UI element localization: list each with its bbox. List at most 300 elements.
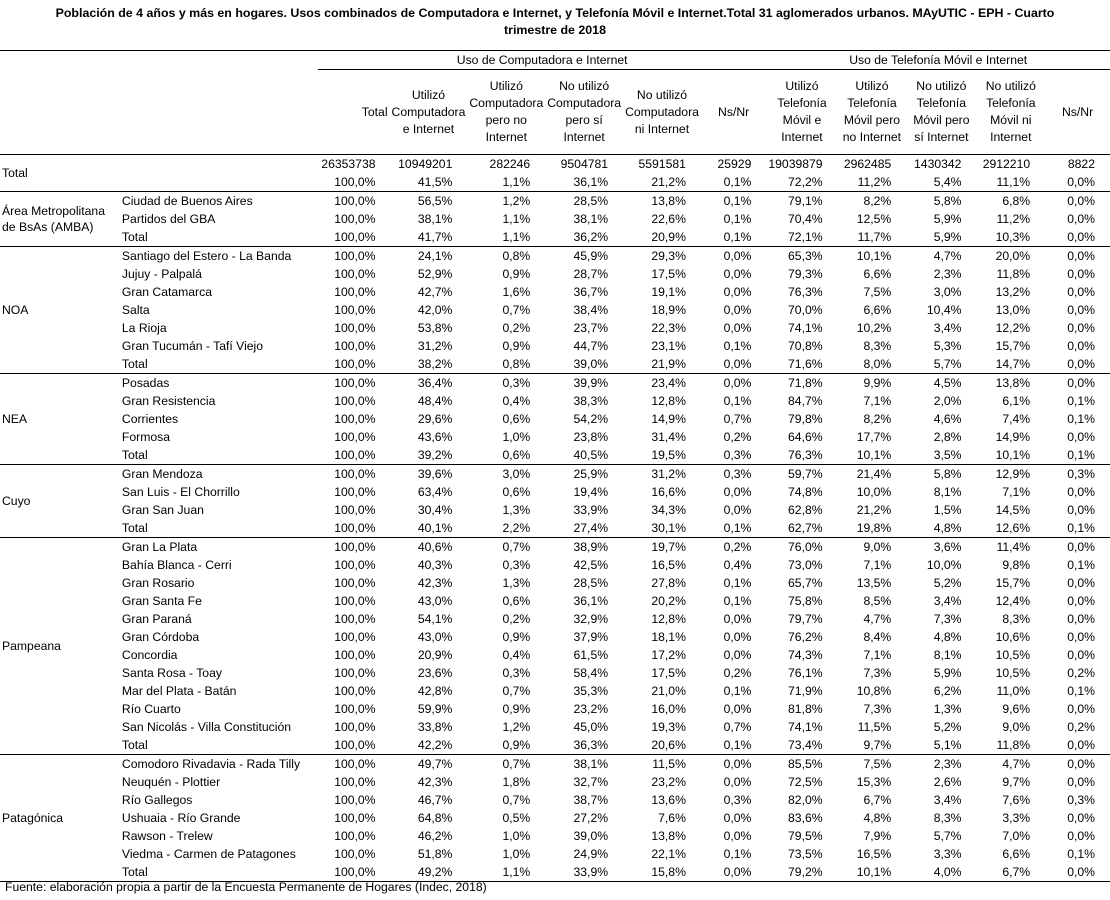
table-cell: 14,9%	[995, 430, 1031, 444]
table-cell: 0,1%	[723, 847, 752, 861]
table-cell: 72,1%	[788, 230, 823, 244]
table-cell: 10,6%	[995, 630, 1031, 644]
table-cell: 11,0%	[996, 684, 1031, 698]
table-cell: 0,9%	[502, 267, 531, 281]
table-cell: 14,9%	[651, 412, 686, 426]
table-cell: 74,1%	[788, 321, 823, 335]
table-cell: 20,2%	[651, 594, 686, 608]
table-cell: 23,7%	[573, 321, 609, 335]
table-cell: 65,7%	[788, 576, 823, 590]
table-cell: 76,2%	[788, 630, 823, 644]
table-cell: 100,0%	[334, 230, 376, 244]
table-cell: 12,8%	[651, 612, 686, 626]
table-cell: 39,6%	[417, 467, 453, 481]
table-cell: 12,8%	[651, 394, 686, 408]
table-cell: 0,9%	[502, 738, 531, 752]
agglomerate-label: Salta	[121, 303, 150, 317]
table-row	[0, 791, 1110, 809]
table-cell: 8,3%	[933, 811, 962, 825]
table-cell: 0,7%	[723, 412, 752, 426]
table-cell: 0,0%	[1067, 811, 1095, 825]
agglomerate-label: Gran Tucumán - Tafí Viejo	[121, 339, 264, 353]
table-cell: 100,0%	[334, 702, 376, 716]
table-cell: 76,0%	[788, 540, 823, 554]
table-row	[0, 736, 1110, 755]
table-cell: 40,5%	[573, 448, 609, 462]
table-cell: 8,3%	[863, 339, 892, 353]
table-row	[0, 538, 1110, 557]
table-cell: 64,8%	[417, 811, 453, 825]
table-row	[0, 773, 1110, 791]
table-cell: 38,1%	[573, 757, 609, 771]
agglomerate-label: Total	[121, 738, 148, 752]
table-cell: 38,4%	[573, 303, 609, 317]
table-cell: 4,8%	[933, 521, 962, 535]
table-cell: 0,1%	[723, 738, 752, 752]
table-cell: 59,9%	[417, 702, 453, 716]
region-label: Área Metropolitana de BsAs (AMBA)	[2, 204, 105, 234]
table-cell: 0,3%	[502, 558, 531, 572]
column-header: Ns/Nr	[1061, 104, 1094, 119]
table-cell: 10,1%	[856, 865, 892, 879]
table-cell: 52,9%	[417, 267, 453, 281]
table-cell: 1,1%	[502, 230, 531, 244]
table-cell: 100,0%	[334, 285, 376, 299]
table-cell: 11,7%	[857, 230, 892, 244]
table-cell: 1,0%	[502, 847, 531, 861]
table-cell: 10,0%	[926, 558, 962, 572]
table-cell: 20,6%	[651, 738, 686, 752]
table-cell: 20,9%	[651, 230, 686, 244]
agglomerate-label: Neuquén - Plottier	[121, 775, 221, 789]
table-cell: 0,0%	[723, 811, 752, 825]
table-cell: 0,0%	[723, 503, 752, 517]
table-cell: 39,0%	[573, 357, 609, 371]
table-cell: 21,2%	[856, 503, 892, 517]
table-cell: 5,9%	[933, 666, 962, 680]
table-cell: 53,8%	[417, 321, 453, 335]
table-cell: 0,0%	[723, 249, 752, 263]
region-label: Pampeana	[2, 639, 61, 653]
table-cell: 100,0%	[334, 412, 376, 426]
table-cell: 5,7%	[933, 829, 962, 843]
table-cell: 19,8%	[856, 521, 892, 535]
table-cell: 2912210	[982, 157, 1031, 171]
agglomerate-label: Gran Santa Fe	[121, 594, 202, 608]
table-cell: 36,1%	[573, 594, 609, 608]
table-cell: 22,3%	[651, 321, 686, 335]
column-header: Total	[361, 104, 388, 119]
table-cell: 0,3%	[723, 448, 752, 462]
table-cell: 7,5%	[863, 285, 892, 299]
table-cell: 0,0%	[1067, 357, 1095, 371]
table-cell: 100,0%	[334, 212, 376, 226]
table-cell: 34,3%	[651, 503, 686, 517]
table-cell: 0,4%	[723, 558, 752, 572]
table-cell: 100,0%	[334, 666, 376, 680]
table-cell: 0,3%	[1067, 467, 1095, 481]
table-cell: 7,9%	[863, 829, 892, 843]
table-cell: 0,0%	[1067, 321, 1095, 335]
table-cell: 0,0%	[1067, 702, 1095, 716]
table-cell: 3,4%	[933, 321, 962, 335]
table-cell: 38,1%	[417, 212, 453, 226]
table-cell: 10,8%	[856, 684, 892, 698]
table-cell: 0,1%	[1067, 847, 1095, 861]
table-cell: 23,2%	[573, 702, 609, 716]
table-cell: 0,0%	[723, 630, 752, 644]
table-cell: 0,1%	[723, 521, 752, 535]
table-row	[0, 592, 1110, 610]
table-cell: 7,5%	[863, 757, 892, 771]
table-cell: 23,1%	[651, 339, 686, 353]
table-cell: 5,4%	[933, 175, 962, 189]
agglomerate-label: Posadas	[121, 376, 170, 390]
table-cell: 74,3%	[788, 648, 823, 662]
agglomerate-label: Gran La Plata	[121, 540, 198, 554]
table-cell: 79,2%	[788, 865, 823, 879]
table-cell: 1,2%	[502, 194, 531, 208]
table-cell: 2,2%	[502, 521, 531, 535]
table-cell: 38,7%	[573, 793, 609, 807]
table-cell: 5,9%	[933, 230, 962, 244]
table-cell: 100,0%	[334, 376, 376, 390]
agglomerate-label: Santiago del Estero - La Banda	[121, 249, 292, 263]
table-cell: 24,1%	[417, 249, 453, 263]
table-row	[0, 501, 1110, 519]
table-cell: 5,2%	[933, 720, 962, 734]
table-cell: 74,1%	[788, 720, 823, 734]
table-cell: 1,3%	[933, 702, 962, 716]
table-cell: 0,0%	[1067, 503, 1095, 517]
table-cell: 100,0%	[334, 267, 376, 281]
table-row	[0, 610, 1110, 628]
table-cell: 10949201	[398, 157, 453, 171]
table-row	[0, 228, 1110, 247]
table-cell: 13,8%	[651, 194, 686, 208]
table-cell: 10,4%	[926, 303, 962, 317]
table-cell: 19,3%	[651, 720, 686, 734]
table-cell: 18,1%	[651, 630, 686, 644]
table-cell: 79,8%	[788, 412, 823, 426]
table-cell: 0,2%	[502, 321, 531, 335]
agglomerate-label: Viedma - Carmen de Patagones	[121, 847, 296, 861]
table-cell: 0,0%	[1067, 865, 1095, 879]
table-cell: 9,0%	[863, 540, 892, 554]
table-cell: 0,9%	[502, 702, 531, 716]
table-cell: 16,0%	[651, 702, 686, 716]
table-cell: 10,0%	[856, 485, 892, 499]
table-cell: 0,6%	[502, 485, 531, 499]
table-cell: 0,0%	[1067, 249, 1095, 263]
table-row	[0, 863, 1110, 882]
table-cell: 15,7%	[995, 339, 1031, 353]
table-cell: 82,0%	[788, 793, 823, 807]
table-cell: 100,0%	[334, 684, 376, 698]
table-cell: 100,0%	[334, 194, 376, 208]
agglomerate-label: San Nicolás - Villa Constitución	[121, 720, 292, 734]
table-cell: 7,1%	[863, 558, 892, 572]
table-cell: 0,2%	[723, 540, 752, 554]
table-cell: 0,0%	[723, 267, 752, 281]
table-cell: 5,1%	[933, 738, 962, 752]
table-cell: 100,0%	[334, 467, 376, 481]
table-cell: 100,0%	[334, 485, 376, 499]
column-header: Ns/Nr	[718, 104, 750, 119]
table-row	[0, 247, 1110, 266]
agglomerate-label: Total	[121, 448, 148, 462]
table-cell: 0,1%	[723, 594, 752, 608]
agglomerate-label: Total	[121, 230, 148, 244]
table-row	[0, 210, 1110, 228]
table-cell: 9,7%	[863, 738, 892, 752]
table-cell: 1,3%	[502, 576, 531, 590]
table-cell: 7,6%	[1002, 793, 1031, 807]
table-cell: 100,0%	[334, 558, 376, 572]
table-cell: 100,0%	[334, 865, 376, 879]
table-cell: 6,2%	[933, 684, 962, 698]
table-cell: 9,0%	[1002, 720, 1031, 734]
table-cell: 2,3%	[933, 757, 962, 771]
table-cell: 0,2%	[723, 666, 752, 680]
table-cell: 0,0%	[1067, 485, 1095, 499]
table-cell: 8822	[1067, 157, 1095, 171]
table-title	[0, 5, 1110, 39]
table-cell: 28,5%	[573, 194, 609, 208]
table-cell: 1,0%	[502, 829, 531, 843]
table-cell: 3,4%	[933, 594, 962, 608]
table-cell: 49,2%	[417, 865, 453, 879]
table-cell: 0,8%	[502, 249, 531, 263]
table-cell: 0,9%	[502, 339, 531, 353]
table-cell: 0,1%	[1067, 448, 1095, 462]
table-row	[0, 845, 1110, 863]
table-cell: 31,4%	[651, 430, 686, 444]
table-cell: 11,1%	[996, 175, 1031, 189]
table-cell: 0,0%	[723, 702, 752, 716]
table-cell: 23,4%	[651, 376, 686, 390]
table-row	[0, 755, 1110, 774]
table-row	[0, 428, 1110, 446]
table-cell: 75,8%	[788, 594, 823, 608]
agglomerate-label: Partidos del GBA	[121, 212, 216, 226]
table-cell: 27,8%	[651, 576, 686, 590]
table-cell: 40,1%	[417, 521, 453, 535]
table-cell: 13,6%	[651, 793, 686, 807]
table-cell: 0,7%	[502, 684, 531, 698]
table-cell: 72,2%	[788, 175, 823, 189]
table-cell: 6,6%	[1002, 847, 1031, 861]
table-cell: 45,0%	[573, 720, 609, 734]
table-cell: 100,0%	[334, 829, 376, 843]
agglomerate-label: San Luis - El Chorrillo	[121, 485, 240, 499]
table-row	[0, 192, 1110, 211]
table-cell: 7,3%	[933, 612, 962, 626]
table-cell: 21,0%	[651, 684, 686, 698]
table-cell: 0,0%	[1067, 594, 1095, 608]
table-cell: 43,0%	[417, 630, 453, 644]
title-line-2: trimestre de 2018	[504, 23, 606, 37]
table-cell: 0,2%	[502, 612, 531, 626]
table-cell: 0,0%	[1067, 339, 1095, 353]
table-row	[0, 519, 1110, 538]
column-header: Utilizó Computadora pero no Internet	[469, 79, 544, 144]
table-cell: 71,6%	[788, 357, 823, 371]
table-cell: 11,4%	[996, 540, 1031, 554]
table-cell: 5,8%	[933, 194, 962, 208]
table-cell: 40,3%	[417, 558, 453, 572]
agglomerate-label: Formosa	[121, 430, 170, 444]
table-cell: 1,2%	[502, 720, 531, 734]
table-cell: 26353738	[321, 157, 376, 171]
table-cell: 43,6%	[417, 430, 453, 444]
table-cell: 28,7%	[573, 267, 609, 281]
table-cell: 2962485	[843, 157, 892, 171]
table-cell: 17,7%	[856, 430, 892, 444]
table-cell: 0,7%	[723, 720, 752, 734]
table-cell: 73,5%	[788, 847, 823, 861]
table-cell: 70,4%	[788, 212, 823, 226]
table-cell: 0,3%	[502, 376, 531, 390]
table-cell: 10,1%	[995, 448, 1031, 462]
table-cell: 8,0%	[863, 357, 892, 371]
agglomerate-label: Río Cuarto	[121, 702, 181, 716]
table-cell: 70,8%	[788, 339, 823, 353]
table-cell: 9,6%	[1002, 702, 1031, 716]
table-cell: 0,6%	[502, 594, 531, 608]
column-header: No utilizó Computadora pero sí Internet	[547, 79, 622, 144]
table-cell: 3,0%	[502, 467, 531, 481]
agglomerate-label: Río Gallegos	[121, 793, 193, 807]
table-cell: 81,8%	[788, 702, 823, 716]
table-row	[0, 374, 1110, 393]
table-cell: 0,9%	[502, 630, 531, 644]
table-cell: 14,5%	[995, 503, 1031, 517]
table-cell: 8,3%	[1002, 612, 1031, 626]
table-cell: 11,5%	[652, 757, 686, 771]
table-cell: 21,9%	[651, 357, 686, 371]
table-cell: 11,2%	[857, 175, 892, 189]
table-cell: 9,9%	[863, 376, 892, 390]
table-cell: 16,6%	[651, 485, 686, 499]
table-cell: 5,3%	[933, 339, 962, 353]
table-cell: 2,8%	[933, 430, 962, 444]
table-row	[0, 646, 1110, 664]
agglomerate-label: Total	[121, 865, 148, 879]
region-label: NEA	[2, 412, 28, 426]
table-cell: 61,5%	[573, 648, 609, 662]
table-cell: 4,8%	[863, 811, 892, 825]
table-cell: 2,3%	[933, 267, 962, 281]
agglomerate-label: Gran Mendoza	[121, 467, 203, 481]
table-cell: 29,3%	[651, 249, 686, 263]
table-cell: 0,7%	[502, 540, 531, 554]
agglomerate-label: Gran Catamarca	[121, 285, 212, 299]
agglomerate-label: Ciudad de Buenos Aires	[121, 194, 253, 208]
table-cell: 70,0%	[788, 303, 823, 317]
table-cell: 64,6%	[788, 430, 823, 444]
table-cell: 4,7%	[933, 249, 962, 263]
table-cell: 71,9%	[788, 684, 823, 698]
table-cell: 13,8%	[651, 829, 686, 843]
table-cell: 29,6%	[417, 412, 453, 426]
table-cell: 8,5%	[863, 594, 892, 608]
table-cell: 0,0%	[723, 321, 752, 335]
table-cell: 11,5%	[857, 720, 892, 734]
table-cell: 22,6%	[651, 212, 686, 226]
table-cell: 15,3%	[856, 775, 892, 789]
table-cell: 1,1%	[502, 175, 531, 189]
agglomerate-label: Ushuaia - Río Grande	[121, 811, 241, 825]
header-group-row	[0, 51, 1110, 70]
table-row	[0, 337, 1110, 355]
table-cell: 58,4%	[573, 666, 609, 680]
table-cell: 100,0%	[334, 394, 376, 408]
table-cell: 1,8%	[502, 775, 531, 789]
table-cell: 9504781	[560, 157, 609, 171]
table-cell: 76,3%	[788, 285, 823, 299]
table-cell: 7,1%	[863, 648, 892, 662]
table-cell: 100,0%	[334, 339, 376, 353]
table-cell: 0,0%	[723, 865, 752, 879]
table-cell: 31,2%	[651, 467, 686, 481]
table-cell: 0,1%	[1067, 521, 1095, 535]
table-cell: 23,6%	[417, 666, 453, 680]
table-cell: 0,2%	[1067, 720, 1095, 734]
table-row	[0, 682, 1110, 700]
table-cell: 3,5%	[933, 448, 962, 462]
table-cell: 10,1%	[856, 448, 892, 462]
table-cell: 15,7%	[995, 576, 1031, 590]
table-cell: 76,1%	[788, 666, 823, 680]
table-cell: 0,1%	[1067, 684, 1095, 698]
table-cell: 42,3%	[417, 775, 453, 789]
table-cell: 14,7%	[995, 357, 1031, 371]
table-cell: 7,3%	[863, 666, 892, 680]
table-cell: 9,7%	[1002, 775, 1031, 789]
table-cell: 100,0%	[334, 503, 376, 517]
column-header: Utilizó Telefonía Móvil pero no Internet	[842, 79, 902, 144]
table-cell: 19,7%	[651, 540, 686, 554]
table-cell: 42,7%	[417, 285, 453, 299]
table-cell: 0,0%	[723, 648, 752, 662]
table-cell: 16,5%	[856, 847, 892, 861]
table-cell: 8,1%	[933, 485, 962, 499]
table-cell: 100,0%	[334, 630, 376, 644]
table-cell: 0,0%	[1067, 285, 1095, 299]
table-cell: 42,8%	[417, 684, 453, 698]
table-cell: 100,0%	[334, 430, 376, 444]
table-cell: 36,2%	[573, 230, 609, 244]
table-cell: 7,4%	[1002, 412, 1031, 426]
table-cell: 38,2%	[417, 357, 453, 371]
table-cell: 22,1%	[651, 847, 686, 861]
table-cell: 32,9%	[573, 612, 609, 626]
table-cell: 6,1%	[1002, 394, 1031, 408]
table-cell: 0,3%	[502, 666, 531, 680]
table-cell: 100,0%	[334, 357, 376, 371]
table-cell: 0,5%	[502, 811, 531, 825]
agglomerate-label: Jujuy - Palpalá	[121, 267, 202, 281]
table-cell: 51,8%	[417, 847, 453, 861]
table-cell: 0,0%	[1067, 738, 1095, 752]
table-cell: 13,8%	[995, 376, 1031, 390]
table-cell: 73,4%	[788, 738, 823, 752]
table-cell: 100,0%	[334, 648, 376, 662]
table-cell: 0,0%	[1067, 612, 1095, 626]
table-row	[0, 628, 1110, 646]
table-cell: 1,5%	[933, 503, 962, 517]
